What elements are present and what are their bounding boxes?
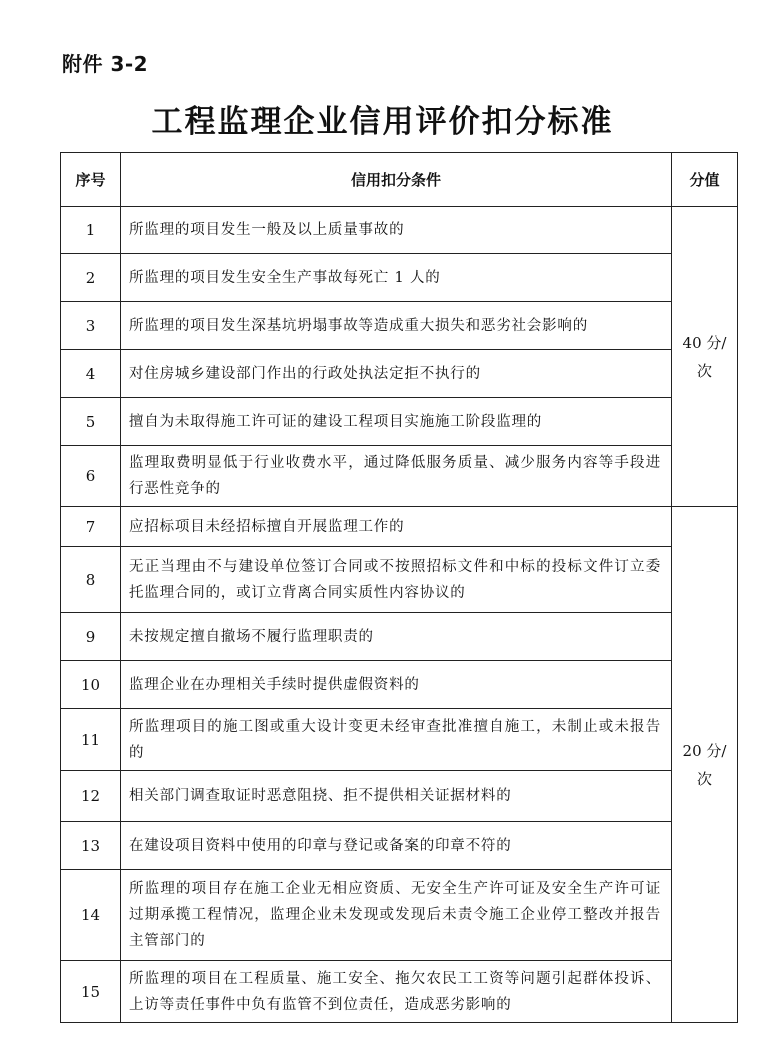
table-row <box>61 709 738 771</box>
header-score: 分值 <box>672 153 738 207</box>
document-title: 工程监理企业信用评价扣分标准 <box>151 104 614 140</box>
table-row <box>61 507 738 547</box>
score-cell-20 <box>672 507 738 1023</box>
score-value: 20 分/ <box>682 741 727 760</box>
row-condition: 应招标项目未经招标擅自开展监理工作的 <box>121 507 672 547</box>
row-number: 5 <box>61 398 121 446</box>
table-header-row <box>61 153 738 207</box>
row-condition: 在建设项目资料中使用的印章与登记或备案的印章不符的 <box>121 822 672 870</box>
row-condition: 所监理的项目存在施工企业无相应资质、无安全生产许可证及安全生产许可证过期承揽工程情况，监理企业未发现或发现后未责令施工企业停工整改并报告主管部门的 <box>121 870 672 961</box>
table-row <box>61 547 738 613</box>
row-number: 12 <box>61 771 121 822</box>
attachment-label: 附件 3-2 <box>62 52 149 76</box>
row-number: 11 <box>61 709 121 771</box>
row-number: 10 <box>61 661 121 709</box>
row-number: 9 <box>61 613 121 661</box>
header-condition: 信用扣分条件 <box>121 153 672 207</box>
row-condition: 对住房城乡建设部门作出的行政处执法定拒不执行的 <box>121 350 672 398</box>
score-unit: 次 <box>696 769 712 788</box>
table-row <box>61 398 738 446</box>
row-condition: 所监理的项目在工程质量、施工安全、拖欠农民工工资等问题引起群体投诉、上访等责任事件中负有监管不到位责任，造成恶劣影响的 <box>121 961 672 1023</box>
row-number: 14 <box>61 870 121 961</box>
row-number: 8 <box>61 547 121 613</box>
table-row <box>61 870 738 961</box>
deduction-standards-table <box>60 152 738 1023</box>
table-row <box>61 613 738 661</box>
table-row <box>61 254 738 302</box>
row-condition: 无正当理由不与建设单位签订合同或不按照招标文件和中标的投标文件订立委托监理合同的，或订立背离合同实质性内容协议的 <box>121 547 672 613</box>
row-number: 15 <box>61 961 121 1023</box>
row-number: 3 <box>61 302 121 350</box>
table-row <box>61 961 738 1023</box>
row-condition: 所监理的项目发生一般及以上质量事故的 <box>121 207 672 254</box>
row-condition: 所监理的项目发生深基坑坍塌事故等造成重大损失和恶劣社会影响的 <box>121 302 672 350</box>
table-row <box>61 446 738 507</box>
row-number: 4 <box>61 350 121 398</box>
score-unit: 次 <box>696 361 712 380</box>
row-condition: 所监理的项目发生安全生产事故每死亡 1 人的 <box>121 254 672 302</box>
table-row <box>61 771 738 822</box>
table-row <box>61 822 738 870</box>
table-row <box>61 302 738 350</box>
table-row <box>61 207 738 254</box>
row-condition: 监理企业在办理相关手续时提供虚假资料的 <box>121 661 672 709</box>
row-number: 6 <box>61 446 121 507</box>
score-value: 40 分/ <box>682 333 727 352</box>
score-cell-40 <box>672 207 738 507</box>
row-condition: 所监理项目的施工图或重大设计变更未经审查批准擅自施工，未制止或未报告的 <box>121 709 672 771</box>
table-row <box>61 661 738 709</box>
row-condition: 相关部门调查取证时恶意阻挠、拒不提供相关证据材料的 <box>121 771 672 822</box>
header-no: 序号 <box>61 153 121 207</box>
table-row <box>61 350 738 398</box>
row-condition: 擅自为未取得施工许可证的建设工程项目实施施工阶段监理的 <box>121 398 672 446</box>
row-number: 1 <box>61 207 121 254</box>
row-condition: 监理取费明显低于行业收费水平，通过降低服务质量、减少服务内容等手段进行恶性竞争的 <box>121 446 672 507</box>
row-number: 7 <box>61 507 121 547</box>
row-number: 2 <box>61 254 121 302</box>
row-condition: 未按规定擅自撤场不履行监理职责的 <box>121 613 672 661</box>
row-number: 13 <box>61 822 121 870</box>
